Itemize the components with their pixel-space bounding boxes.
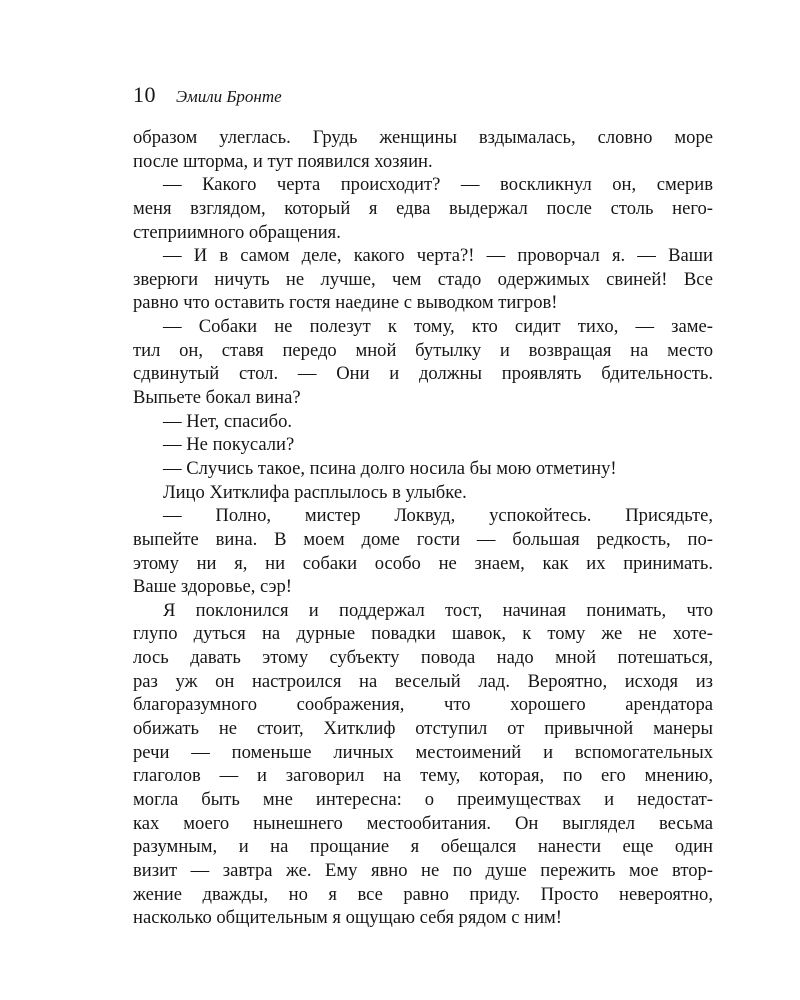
text-line: равно что оставить гостя наедине с выводком тигров!: [133, 292, 558, 314]
text-line: — Полно, мистер Локвуд, успокойтесь. Присядьте,: [163, 505, 713, 527]
text-line: тил он, ставя передо мной бутылку и возвращая на место: [133, 339, 713, 361]
text-line: меня взглядом, который я едва выдержал после столь него-: [133, 197, 713, 219]
text-line: Ваше здоровье, сэр!: [133, 576, 292, 598]
running-head: [133, 82, 282, 108]
text-line: насколько общительным я ощущаю себя рядом с ним!: [133, 907, 562, 929]
text-line: Лицо Хитклифа расплылось в улыбке.: [163, 481, 467, 503]
text-line: выпейте вина. В моем доме гости — большая редкость, по-: [133, 528, 713, 550]
text-line: глаголов — и заговорил на тему, которая, по его мнению,: [133, 765, 713, 787]
text-line: — Случись такое, псина долго носила бы мою отметину!: [163, 457, 617, 479]
running-title: Эмили Бронте: [176, 87, 282, 106]
text-line: Выпьете бокал вина?: [133, 387, 301, 409]
text-line: лось давать этому субъекту повода надо мной потешаться,: [133, 647, 713, 669]
text-line: речи — поменьше личных местоимений и вспомогательных: [133, 741, 713, 763]
text-line: этому ни я, ни собаки особо не знаем, как их принимать.: [133, 552, 713, 574]
text-line: могла быть мне интересна: о преимуществах и недостат-: [133, 788, 713, 810]
text-line: обижать не стоит, Хитклиф отступил от привычной манеры: [133, 718, 713, 740]
text-line: — Нет, спасибо.: [163, 410, 293, 432]
text-line: глупо дуться на дурные повадки шавок, к тому же не хоте-: [133, 623, 713, 645]
text-line: ках моего нынешнего местообитания. Он выглядел весьма: [133, 812, 713, 834]
text-line: — Какого черта происходит? — воскликнул он, смерив: [163, 174, 713, 196]
text-line: — И в самом деле, какого черта?! — проворчал я. — Ваши: [163, 245, 713, 267]
text-line: зверюги ничуть не лучше, чем стадо одержимых свиней! Все: [133, 268, 713, 290]
page-number: 10: [133, 82, 156, 107]
text-line: сдвинутый стол. — Они и должны проявлять бдительность.: [133, 363, 713, 385]
text-line: визит — завтра же. Ему явно не по душе пережить мое втор-: [133, 859, 713, 881]
text-line: Я поклонился и поддержал тост, начиная понимать, что: [163, 599, 713, 621]
text-line: после шторма, и тут появился хозяин.: [133, 150, 433, 172]
text-line: жение дважды, но я все равно приду. Просто невероятно,: [133, 883, 713, 905]
text-line: благоразумного соображения, что хорошего арендатора: [133, 694, 713, 716]
text-line: раз уж он настроился на веселый лад. Вероятно, исходя из: [133, 670, 713, 692]
body-text: [133, 126, 713, 930]
text-line: — Собаки не полезут к тому, кто сидит тихо, — заме-: [163, 316, 713, 338]
text-line: — Не покусали?: [163, 434, 295, 456]
text-line: степриимного обращения.: [133, 221, 341, 243]
text-line: образом улеглась. Грудь женщины вздымалась, словно море: [133, 127, 713, 148]
text-line: разумным, и на прощание я обещался нанести еще один: [133, 836, 713, 858]
